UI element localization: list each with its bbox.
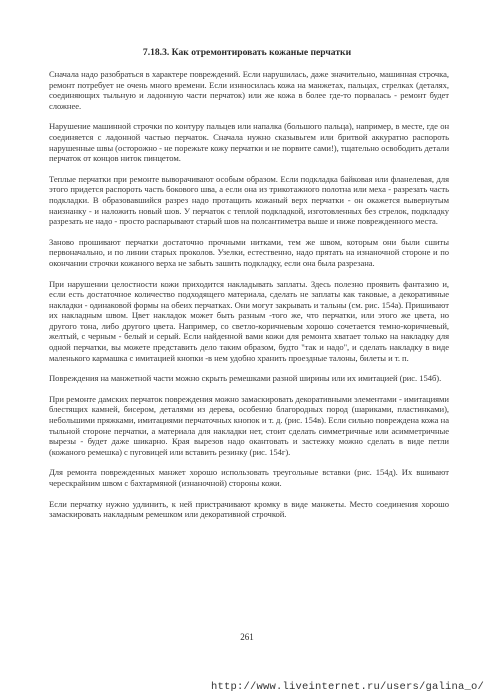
footer-url: http://www.liveinternet.ru/users/galina_o/ [210, 681, 484, 693]
page-number: 261 [240, 632, 254, 642]
paragraph-8: Для ремонта поврежденных манжет хорошо использовать треугольные вставки (рис. 154д). Их вшивают черескрайним швом с бахтармяной (изнаночной) стороны кожи. [49, 467, 449, 488]
body-text [49, 69, 449, 530]
paragraph-2: Нарушение машинной строчки по контуру пальцев или напалка (большого пальца), например, в месте, где он соединяется с ладонной частью перчаток. Сначала нужно сказывьгем или бритвой аккуратно распороть нарушенные швы (осторожно - не порежьте кожу перчатки и не порвите сами!), тщательно освободить детали перчаток от концов ниток пинцетом. [49, 121, 449, 164]
paragraph-1: Сначала надо разобраться в характере повреждений. Если нарушилась, даже значительно, машинная строчка, ремонт потребует не очень много времени. Если изнносилась кожа на манжетах, пальцах, стрелках (деталях, соединяющих тыльную и ладонную части перчаток) или же кожа в более где-то порвалась - ремонт будет сложнее. [49, 69, 449, 111]
paragraph-9: Если перчатку нужно удлинить, к ней пристрачивают кромку в виде манжеты. Место соединения хорошо замаскировать накладным ремешком или декоративной строчкой. [49, 498, 449, 520]
section-title: 7.18.3. Как отремонтировать кожаные перчатки [142, 47, 352, 58]
paragraph-3: Теплые перчатки при ремонте выворачивают особым образом. Если подкладка байковая или фланелевая, для этого придется распороть часть бокового шва, а если она из трикотажного полотна или меха - разрезать часть подкладки. В образовавшийся разрез надо протащить кожаный верх перчатки - он окажется вывернутым наизнанку - и наложить новый шов. У перчаток с теплой подкладкой, изготовленных без стрелок, подкладку разрезать не надо - просто распарывают старый шов на полсантиметра выше и ниже поврежденного места. [49, 173, 449, 227]
paragraph-7: При ремонте дамских перчаток повреждения можно замаскировать декоративными элементами - имитациями блестящих камней, бисером, деталями из дерева, особенно благородных пород (шариками, пластинками), небольшими пряжками, имитациями перчаточных кнопок и т. д. (рис. 154в). Если сильно повреждена кожа на тыльной стороне перчатки, а материала для накладки нет, стоит сделать симметричные или асимметричные вырезы - будет даже шикарно. Края вырезов надо окантовать и застежку можно сделать в виде петли (кожаного ремешка) с пуговицей или вставить резинку (рис. 154г). [49, 393, 449, 457]
paragraph-5: При нарушении целостности кожи приходится накладывать заплаты. Здесь полезно проявить фантазию и, если есть достаточное количество подходящего материала, сделать не заплаты как таковые, а декоративные накладки - одинаковой формы на обеих перчатках. Они могут закрывать и тальны (см. рис. 154а). Пришивают их накладным швом. Цвет накладок может быть разным -того же, что перчатки, или этого же цвета, но другого тона, либо другого цвета. Например, со светло-коричневым хорошо сочетается темно-коричневый, желтый, с черным - белый и серый. Если найденной вами кожи для ремонта хватает только на накладку для одной перчатки, вы можете представить дело таким образом, будто "так и надо", и сделать накладку в виде маленького кармашка с имитацией кнопки -в нем удобно хранить проездные талоны, билеты и т. п. [49, 278, 449, 363]
paragraph-6: Повреждения на манжетной части можно скрыть ремешками разной ширины или их имитацией (рис. 154б). [49, 373, 442, 384]
paragraph-4: Заново прошивают перчатки достаточно прочными нитками, тем же швом, которым они были сшиты первоначально, и по линии старых проколов. Узелки, естественно, надо прятать на изнаночной стороне и по окончании строчки кожаного верха не забыть зашить подкладку, если она была разрезана. [49, 236, 449, 268]
